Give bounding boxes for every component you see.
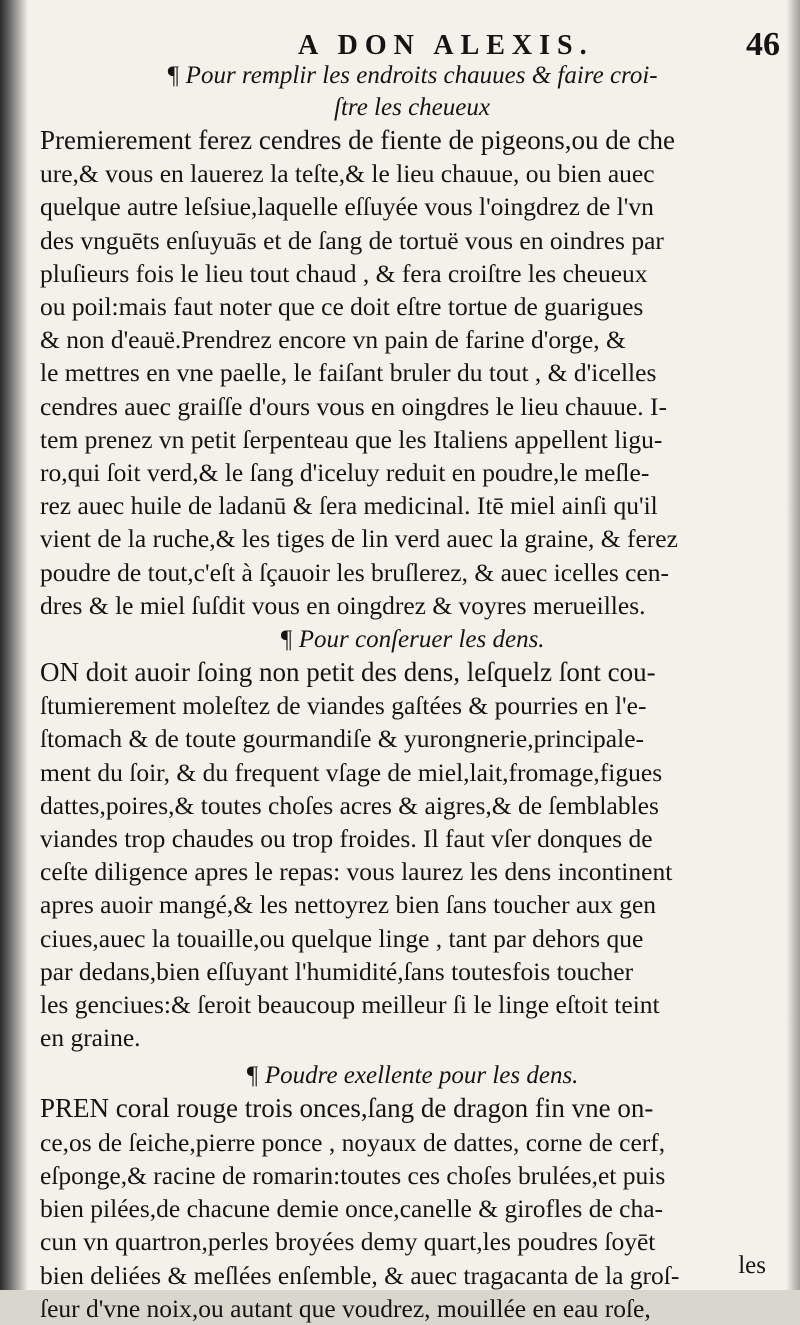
heading-line: ¶ Pour conſeruer les dens. (279, 626, 545, 654)
text-line: ſtomach & de toute gourmandiſe & yurongnerie,principale- (40, 724, 645, 754)
text-line: ON doit auoir ſoing non petit des dens, leſquelz ſont cou- (40, 657, 656, 688)
text-line: quelque autre leſsiue,laquelle eſſuyée vous l'oingdrez de l'vn (40, 192, 654, 222)
section-hair (40, 60, 784, 622)
text-line: ſeur d'vne noix,ou autant que voudrez, mouillée en eau roſe, (40, 1293, 651, 1323)
text-line: ou poil:mais faut noter que ce doit eſtre tortue de guarigues (40, 292, 644, 322)
text-line: par dedans,bien eſſuyant l'humidité,ſans toutesfois toucher (40, 956, 634, 986)
heading-line: ¶ Pour remplir les endroits chauues & faire croi- (166, 62, 658, 89)
text-line: ceſte diligence apres le repas: vous laurez les dens incontinent (40, 857, 673, 887)
text-line: ciues,auec la touaille,ou quelque linge , tant par dehors que (40, 923, 644, 953)
section-heading (40, 1060, 784, 1092)
text-line: des vnguēts enſuyuās et de ſang de tortuë vous en oindres par (40, 225, 664, 255)
text-line: les genciues:& ſeroit beaucoup meilleur ſi le linge eſtoit teint (40, 990, 660, 1020)
section-heading (100, 60, 724, 124)
text-line: poudre de tout,c'eſt à ſçauoir les bruſlerez, & auec icelles cen- (40, 557, 670, 587)
text-line: dattes,poires,& toutes choſes acres & aigres,& de ſemblables (40, 790, 659, 820)
running-head (40, 22, 784, 63)
section-teeth-care (40, 624, 784, 1054)
heading-line: ſtre les cheueux (334, 94, 490, 121)
paragraph (40, 1092, 784, 1324)
text-line: dres & le miel ſuſdit vous en oingdrez & voyres merueilles. (40, 590, 646, 620)
text-line: viandes trop chaudes ou trop froides. Il faut vſer donques de (40, 824, 653, 854)
section-tooth-powder (40, 1060, 784, 1324)
section-heading (40, 624, 784, 656)
catchword: les (738, 1252, 766, 1279)
text-line: tem prenez vn petit ſerpenteau que les Italiens appellent ligu- (40, 424, 663, 454)
text-line: ro,qui ſoit verd,& le ſang d'iceluy reduit en poudre,le meſle- (40, 458, 650, 488)
text-line: ment du ſoir, & du frequent vſage de miel,lait,fromage,figues (40, 757, 663, 787)
text-line: vient de la ruche,& les tiges de lin verd auec la graine, & ferez (40, 524, 678, 554)
text-line: & non d'eauë.Prendrez encore vn pain de farine d'orge, & (40, 325, 626, 355)
text-line: ce,os de ſeiche,pierre ponce , noyaux de dattes, corne de cerf, (40, 1127, 666, 1157)
paragraph (40, 656, 784, 1054)
text-line: PREN coral rouge trois onces,ſang de dragon fin vne on- (40, 1093, 654, 1124)
text-line: eſponge,& racine de romarin:toutes ces choſes brulées,et puis (40, 1160, 666, 1190)
text-line: cendres auec graiſſe d'ours vous en oingdres le lieu chauue. I- (40, 391, 667, 421)
text-line: Premierement ferez cendres de fiente de pigeons,ou de che (40, 125, 675, 155)
page-number: 46 (746, 26, 780, 63)
text-line: ſtumierement moleſtez de viandes gaſtées & pourries en l'e- (40, 691, 647, 721)
text-line: en graine. (40, 1023, 141, 1053)
text-line: le mettres en vne paelle, le faiſant bruler du tout , & d'icelles (40, 358, 657, 388)
text-line: apres auoir mangé,& les nettoyrez bien ſans toucher aux gen (40, 890, 657, 920)
text-line: cun vn quartron,perles broyées demy quart,les poudres ſoyēt (40, 1227, 656, 1257)
text-line: ure,& vous en lauerez la teſte,& le lieu chauue, ou bien auec (40, 159, 655, 189)
text-line: rez auec huile de ladanū & ſera medicinal. Itē miel ainſi qu'il (40, 491, 658, 521)
text-line: pluſieurs fois le lieu tout chaud , & fera croiſtre les cheueux (40, 258, 648, 288)
heading-line: ¶ Poudre exellente pour les dens. (245, 1062, 579, 1090)
running-title: A DON ALEXIS. (298, 30, 594, 61)
paragraph (40, 124, 784, 622)
text-line: bien pilées,de chacune demie once,canelle & girofles de cha- (40, 1194, 664, 1224)
text-line: bien deliées & meſlées enſemble, & auec tragacanta de la groſ- (40, 1260, 680, 1290)
